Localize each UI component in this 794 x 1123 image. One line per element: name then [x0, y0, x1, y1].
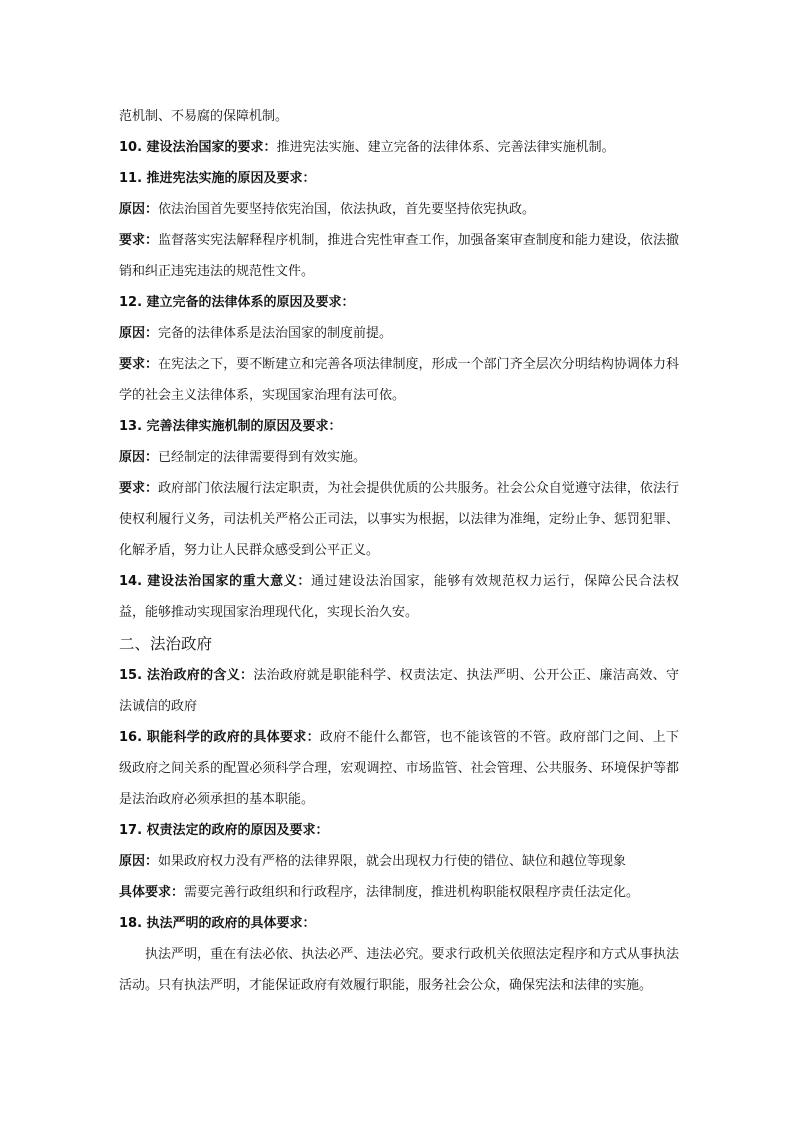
item-heading: 17. 权责法定的政府的原因及要求： — [119, 823, 329, 838]
item-heading: 11. 推进宪法实施的原因及要求： — [119, 171, 316, 186]
paragraph: 要求：在宪法之下，要不断建立和完善各项法律制度，形成一个部门齐全层次分明结构协调体力科学的社会主义法律体系，实现国家治理有法可依。 — [119, 357, 679, 403]
paragraph: 原因：如果政府权力没有严格的法律界限，就会出现权力行使的错位、缺位和越位等现象 — [119, 854, 627, 869]
paragraph: 执法严明，重在有法必依、执法必严、违法必究。要求行政机关依照法定程序和方式从事执法活动。只有执法严明，才能保证政府有效履行职能，服务社会公众，确保宪法和法律的实施。 — [119, 947, 679, 993]
paragraph: 原因：已经制定的法律需要得到有效实施。 — [119, 450, 367, 465]
item-heading: 13. 完善法律实施机制的原因及要求： — [119, 419, 342, 434]
paragraph: 16. 职能科学的政府的具体要求：政府不能什么都管，也不能该管的不管。政府部门之间、上下级政府之间关系的配置必须科学合理，宏观调控、市场监管、社会管理、公共服务、环境保护等都是法治政府必须承担的基本职能。 — [119, 730, 679, 807]
document-body — [119, 101, 679, 1001]
paragraph: 具体要求：需要完善行政组织和行政程序，法律制度，推进机构职能权限程序责任法定化。 — [119, 885, 640, 900]
paragraph: 要求：政府部门依法履行法定职责，为社会提供优质的公共服务。社会公众自觉遵守法律，依法行使权利履行义务，司法机关严格公正司法，以事实为根据，以法律为准绳，定纷止争、惩罚犯罪、化解矛盾，努力让人民群众感受到公平正义。 — [119, 481, 679, 558]
paragraph: 范机制、不易腐的保障机制。 — [119, 109, 289, 124]
item-heading: 12. 建立完备的法律体系的原因及要求： — [119, 295, 355, 310]
item-heading: 18. 执法严明的政府的具体要求： — [119, 916, 316, 931]
paragraph: 14. 建设法治国家的重大意义：通过建设法治国家，能够有效规范权力运行，保障公民合法权益，能够推动实现国家治理现代化，实现长治久安。 — [119, 574, 679, 620]
paragraph: 原因：依法治国首先要坚持依宪治国，依法执政，首先要坚持依宪执政。 — [119, 202, 536, 217]
paragraph: 原因：完备的法律体系是法治国家的制度前提。 — [119, 326, 393, 341]
paragraph: 要求：监督落实宪法解释程序机制，推进合宪性审查工作，加强备案审查制度和能力建设，依法撤销和纠正违宪违法的规范性文件。 — [119, 233, 679, 279]
paragraph: 15. 法治政府的含义：法治政府就是职能科学、权责法定、执法严明、公开公正、廉洁高效、守法诚信的政府 — [119, 668, 679, 714]
paragraph: 10. 建设法治国家的要求：推进宪法实施、建立完备的法律体系、完善法律实施机制。 — [119, 140, 615, 155]
section-heading: 二、法治政府 — [119, 635, 213, 653]
